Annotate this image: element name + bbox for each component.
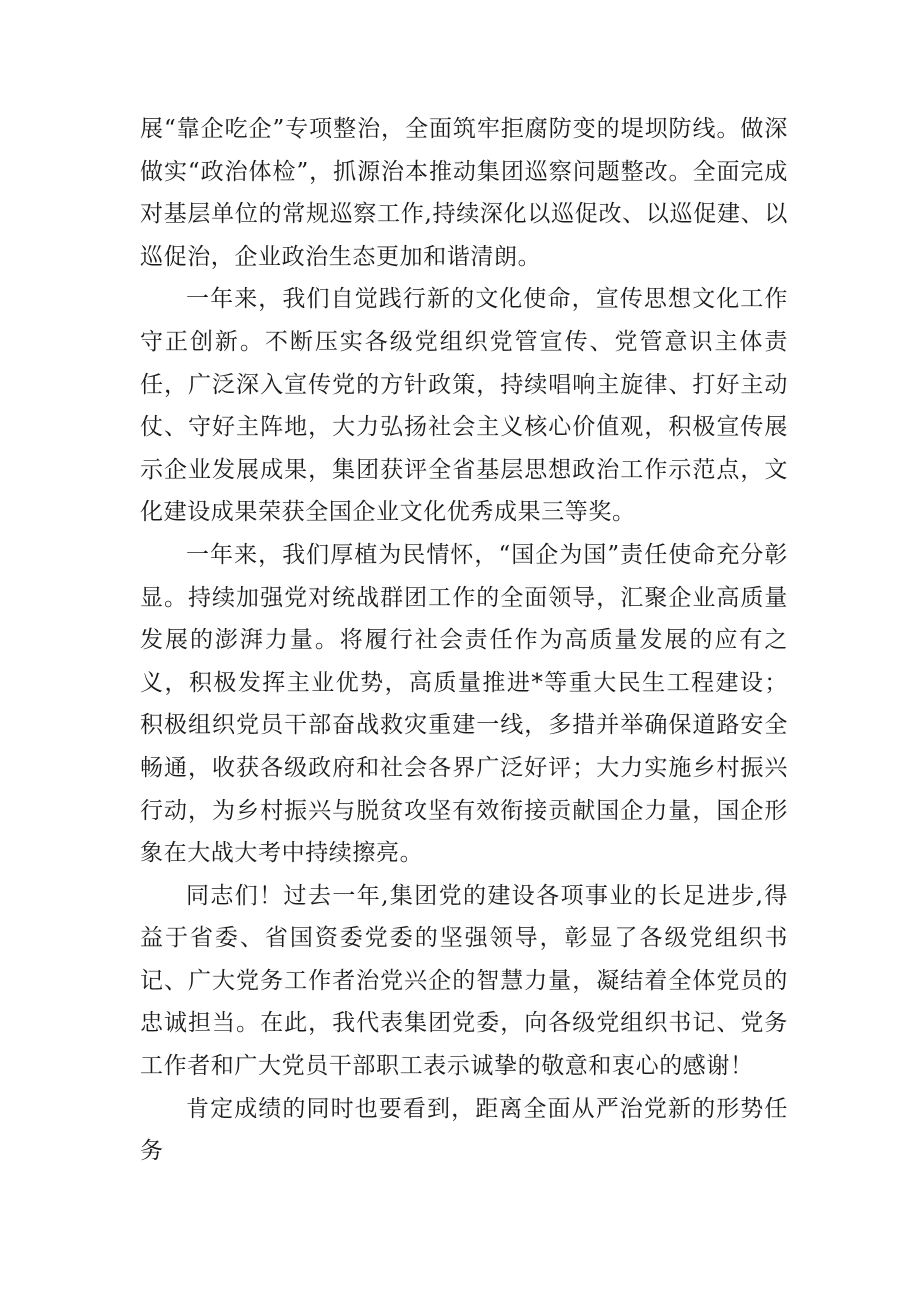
paragraph-3: 一年来，我们厚植为民情怀，“国企为国”责任使命充分彰显。持续加强党对统战群团工作的全面领导，汇聚企业高质量发展的澎湃力量。将履行社会责任作为高质量发展的应有之义，积极发挥主业优势，高质量推进*等重大民生工程建设；积极组织党员干部奋战救灾重建一线，多措并举确保道路安全畅通，收获各级政府和社会各界广泛好评；大力实施乡村振兴行动，为乡村振兴与脱贫攻坚有效衔接贡献国企力量，国企形象在大战大考中持续擦亮。	[140, 541, 788, 867]
paragraph-1: 展“靠企吃企”专项整治，全面筑牢拒腐防变的堤坝防线。做深做实“政治体检”，抓源治本推动集团巡察问题整改。全面完成对基层单位的常规巡察工作,持续深化以巡促改、以巡促建、以巡促治，企业政治生态更加和谐清朗。	[140, 116, 788, 270]
document-body	[140, 108, 788, 1173]
paragraph-2: 一年来，我们自觉践行新的文化使命，宣传思想文化工作守正创新。不断压实各级党组织党管宣传、党管意识主体责任，广泛深入宣传党的方针政策，持续唱响主旋律、打好主动仗、守好主阵地，大力弘扬社会主义核心价值观，积极宣传展示企业发展成果，集团获评全省基层思想政治工作示范点，文化建设成果荣获全国企业文化优秀成果三等奖。	[140, 286, 788, 526]
paragraph-5: 肯定成绩的同时也要看到，距离全面从严治党新的形势任务	[140, 1095, 788, 1165]
paragraph-4: 同志们！过去一年,集团党的建设各项事业的长足进步,得益于省委、省国资委党委的坚强领导，彰显了各级党组织书记、广大党务工作者治党兴企的智慧力量，凝结着全体党员的忠诚担当。在此，我代表集团党委，向各级党组织书记、党务工作者和广大党员干部职工表示诚挚的敬意和衷心的感谢！	[140, 882, 788, 1080]
